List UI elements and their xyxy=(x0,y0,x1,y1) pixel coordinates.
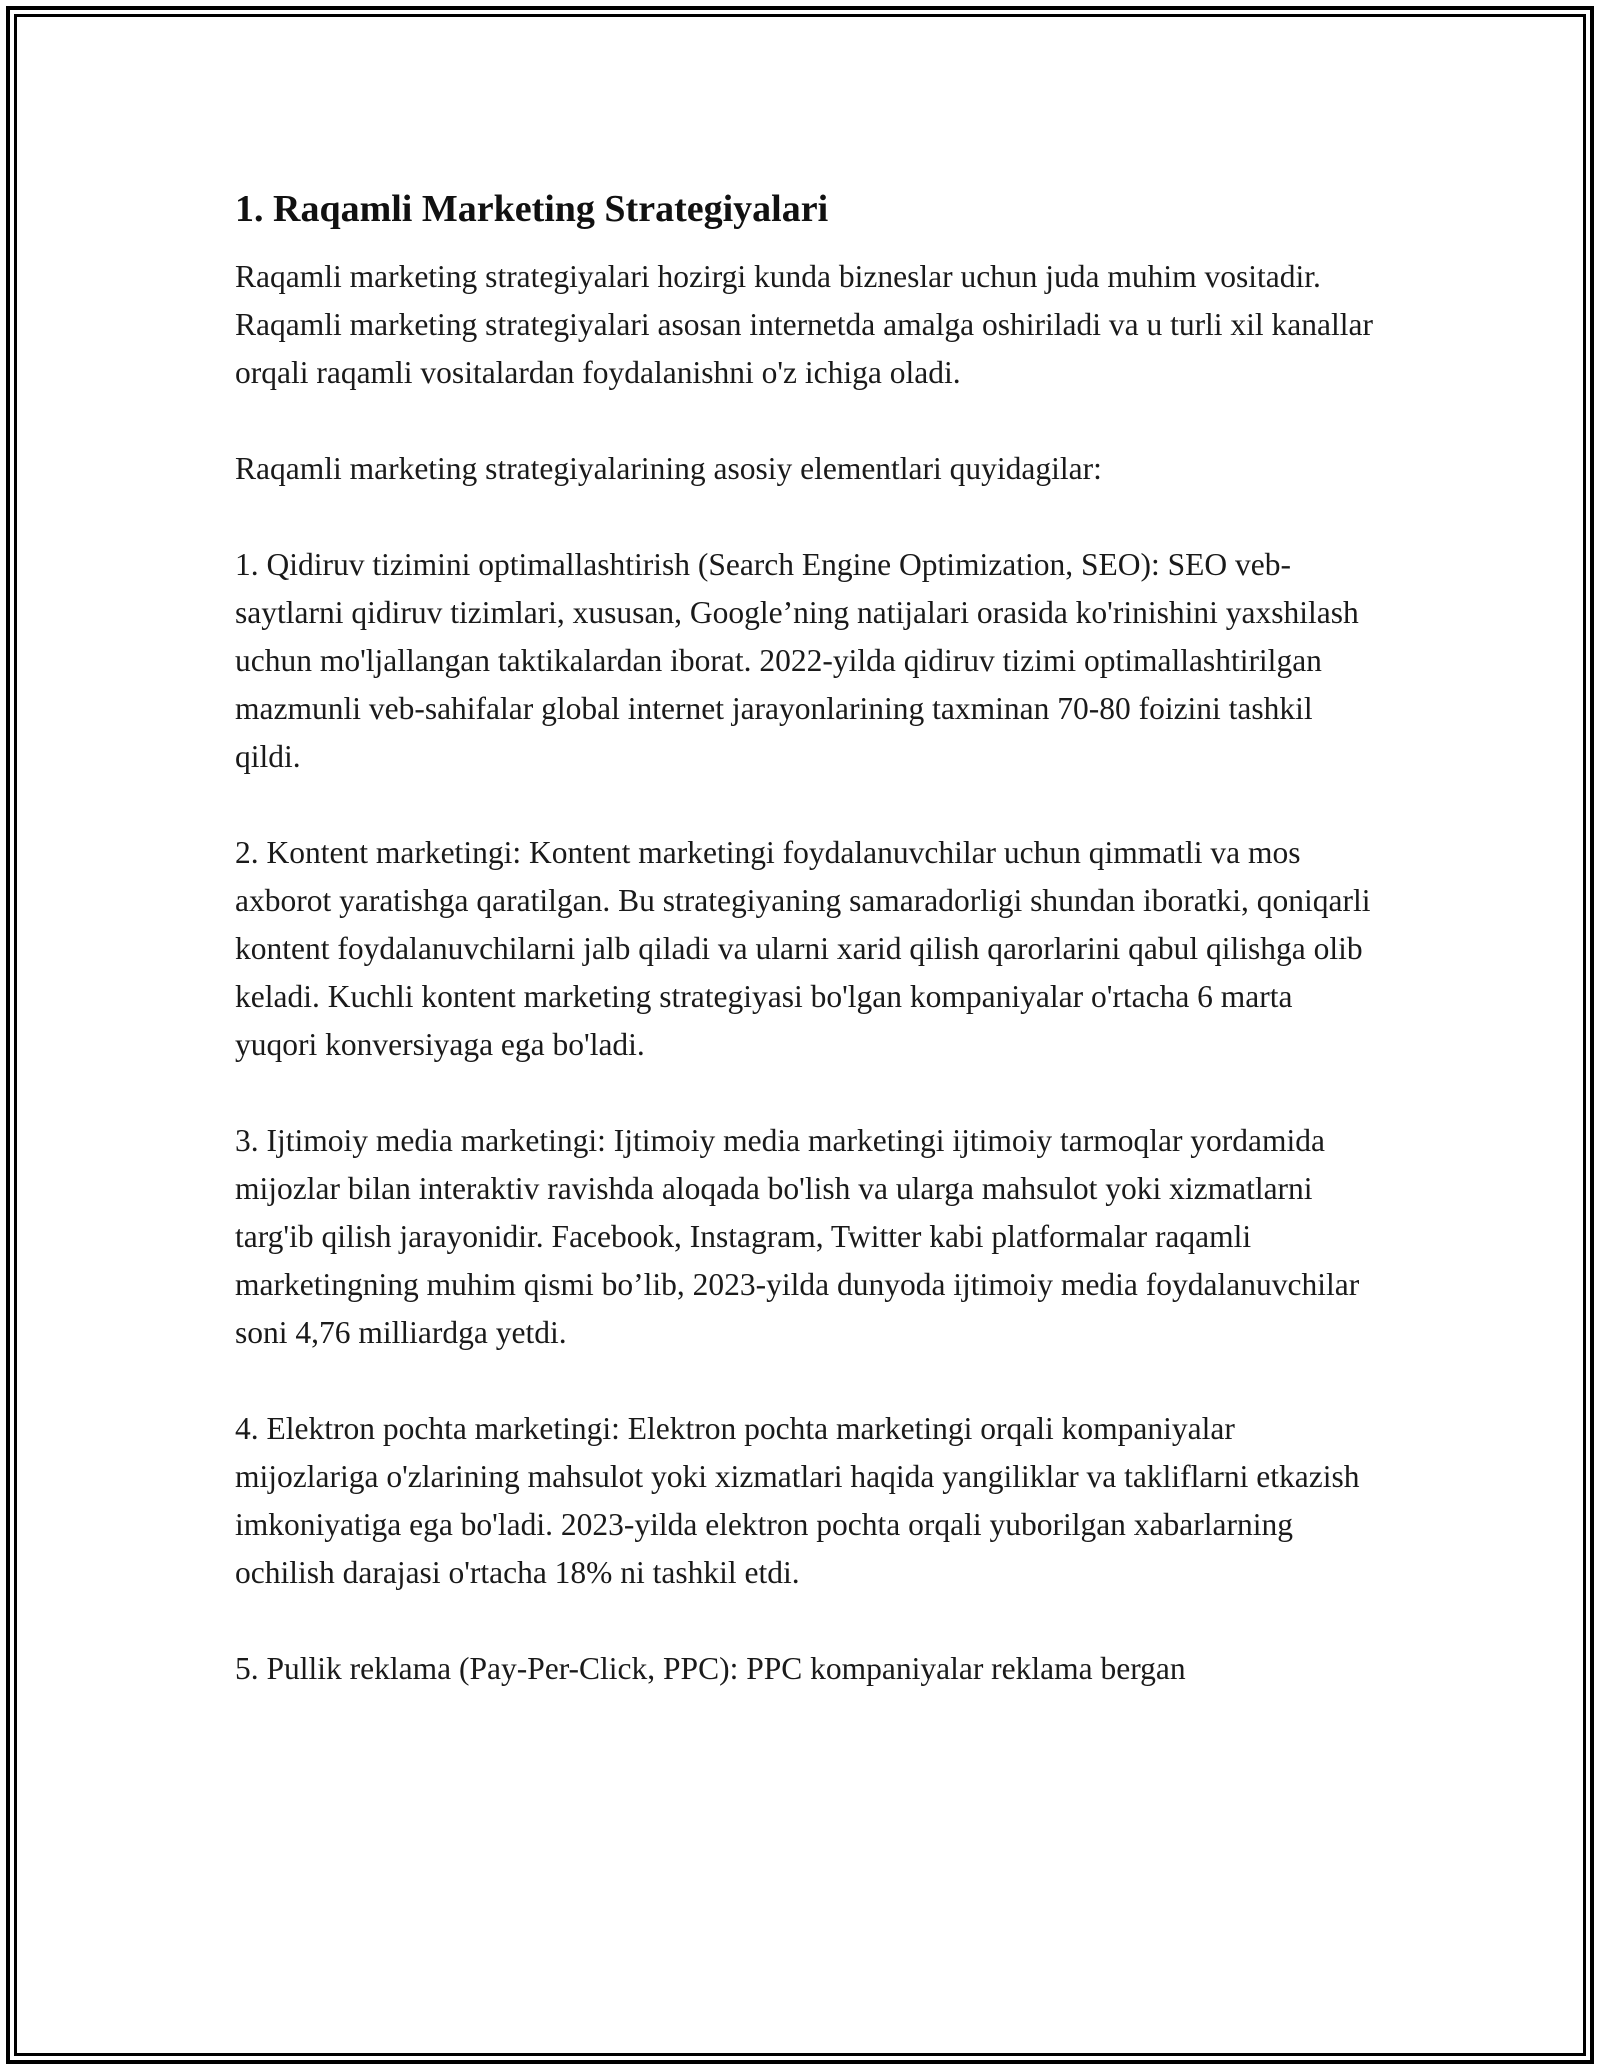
document-body xyxy=(235,185,1375,1693)
elements-intro-paragraph: Raqamli marketing strategiyalarining asosiy elementlari quyidagilar: xyxy=(235,451,1102,486)
seo-paragraph: 1. Qidiruv tizimini optimallashtirish (Search Engine Optimization, SEO): SEO veb-saytlarni qidiruv tizimlari, xususan, Google’ning natijalari orasida ko'rinishini yaxshilash uchun mo'ljallangan taktikalardan iborat. 2022-yilda qidiruv tizimi optimallashtirilgan mazmunli veb-sahifalar global internet jarayonlarining taxminan 70-80 foizini tashkil qildi. xyxy=(235,547,1359,774)
intro-paragraph: Raqamli marketing strategiyalari hozirgi kunda bizneslar uchun juda muhim vositadir. Raqamli marketing strategiyalari asosan internetda amalga oshiriladi va u turli xil kanallar orqali raqamli vositalardan foydalanishni o'z ichiga oladi. xyxy=(235,259,1373,390)
content-marketing-paragraph: 2. Kontent marketingi: Kontent marketingi foydalanuvchilar uchun qimmatli va mos axborot yaratishga qaratilgan. Bu strategiyaning samaradorligi shundan iboratki, qoniqarli kontent foydalanuvchilarni jalb qiladi va ularni xarid qilish qarorlarini qabul qilishga olib keladi. Kuchli kontent marketing strategiyasi bo'lgan kompaniyalar o'rtacha 6 marta yuqori konversiyaga ega bo'ladi. xyxy=(235,835,1371,1062)
social-media-paragraph: 3. Ijtimoiy media marketingi: Ijtimoiy media marketingi ijtimoiy tarmoqlar yordamida mijozlar bilan interaktiv ravishda aloqada bo'lish va ularga mahsulot yoki xizmatlarni targ'ib qilish jarayonidir. Facebook, Instagram, Twitter kabi platformalar raqamli marketingning muhim qismi bo’lib, 2023-yilda dunyoda ijtimoiy media foydalanuvchilar soni 4,76 milliardga yetdi. xyxy=(235,1123,1360,1350)
ppc-paragraph: 5. Pullik reklama (Pay-Per-Click, PPC): PPC kompaniyalar reklama bergan xyxy=(235,1651,1186,1686)
document-title: 1. Raqamli Marketing Strategiyalari xyxy=(235,188,829,230)
email-marketing-paragraph: 4. Elektron pochta marketingi: Elektron pochta marketingi orqali kompaniyalar mijozlariga o'zlarining mahsulot yoki xizmatlari haqida yangiliklar va takliflarni etkazish imkoniyatiga ega bo'ladi. 2023-yilda elektron pochta orqali yuborilgan xabarlarning ochilish darajasi o'rtacha 18% ni tashkil etdi. xyxy=(235,1411,1360,1590)
